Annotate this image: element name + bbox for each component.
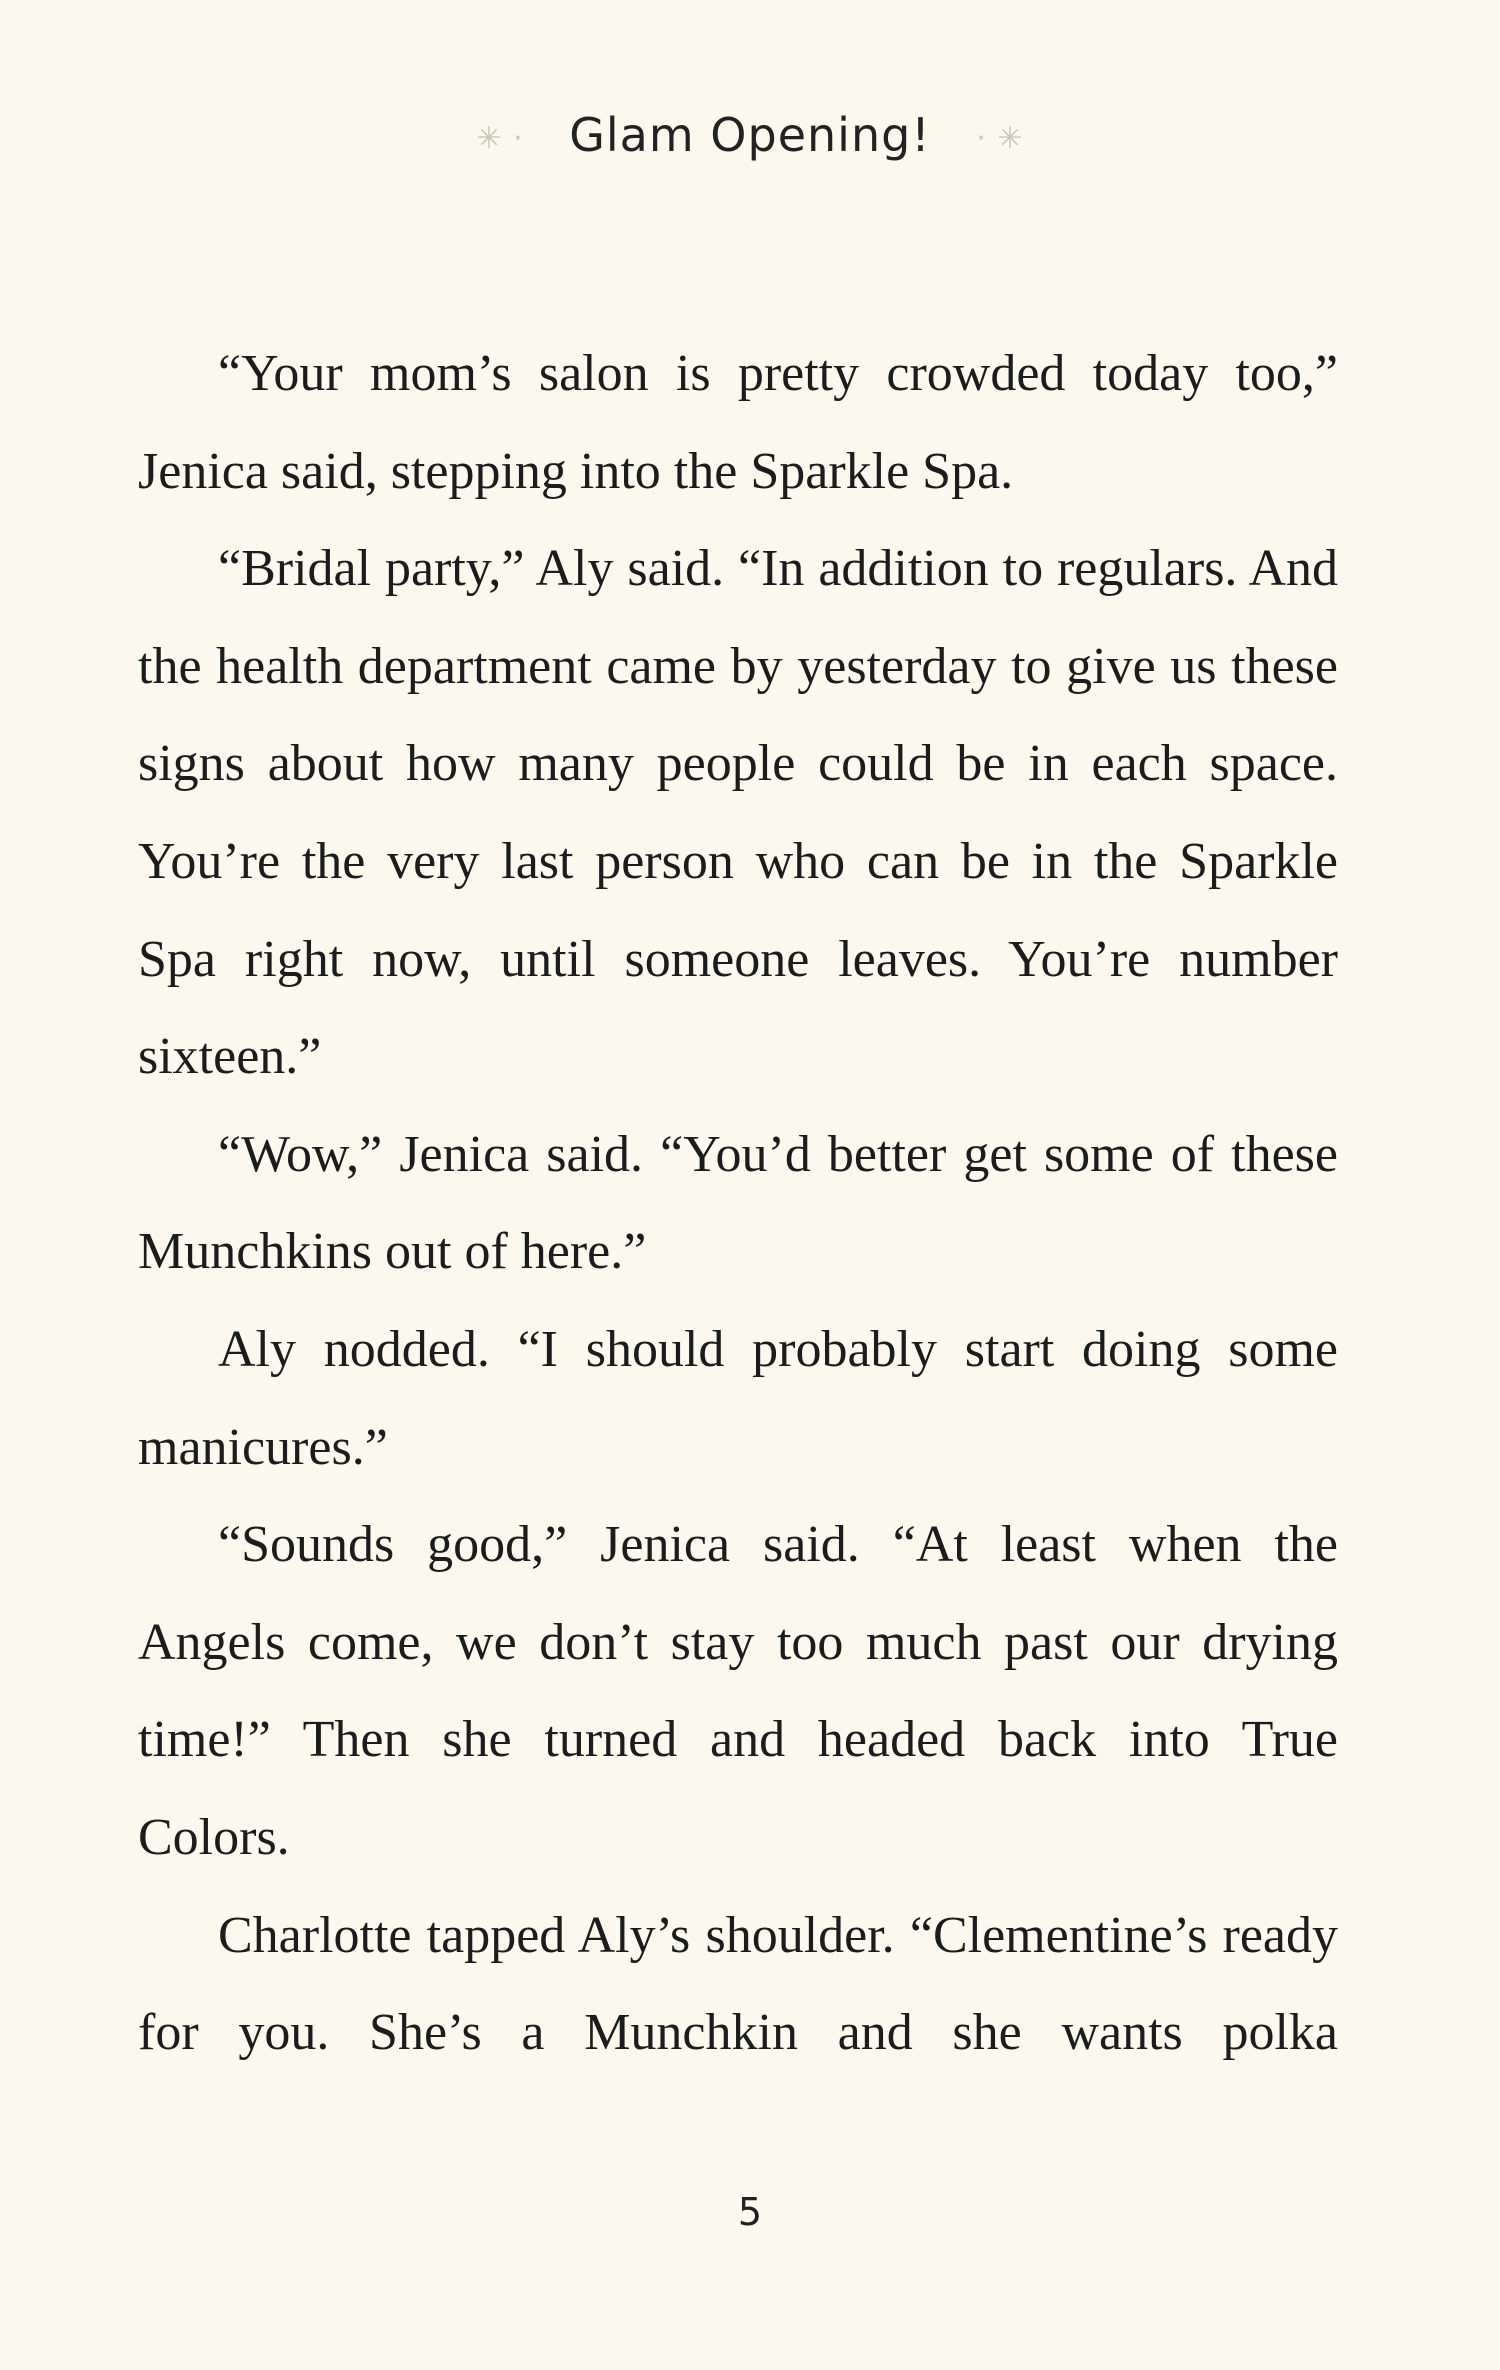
paragraph: “Your mom’s salon is pretty crowded today too,” Jenica said, stepping into the Sparkle Spa. [138,345,1338,500]
ornament-left-icon: ✳ · [476,121,524,156]
chapter-title: Glam Opening! [569,108,931,162]
paragraph: Aly nodded. “I should probably start doing some manicures.” [138,1320,1338,1476]
paragraph: “Bridal party,” Aly said. “In addition to regulars. And the health department came by yesterday to give us these signs about how many people could be in each space. You’re the very last person who can be in the Sparkle Spa right now, until someone leaves. You’re number sixteen.” [138,540,1338,1086]
body-text [138,325,1338,2082]
page-number: 5 [737,2190,763,2234]
paragraph: “Sounds good,” Jenica said. “At least when the Angels come, we don’t stay too much past our drying time!” Then she turned and headed back into True Colors. [138,1516,1338,1866]
paragraph: Charlotte tapped Aly’s shoulder. “Clementine’s ready for you. She’s a Munchkin and she wants polka [138,1906,1338,2062]
running-head [0,108,1500,162]
ornament-right-icon: · ✳ [976,121,1024,156]
paragraph: “Wow,” Jenica said. “You’d better get some of these Munchkins out of here.” [138,1125,1338,1281]
